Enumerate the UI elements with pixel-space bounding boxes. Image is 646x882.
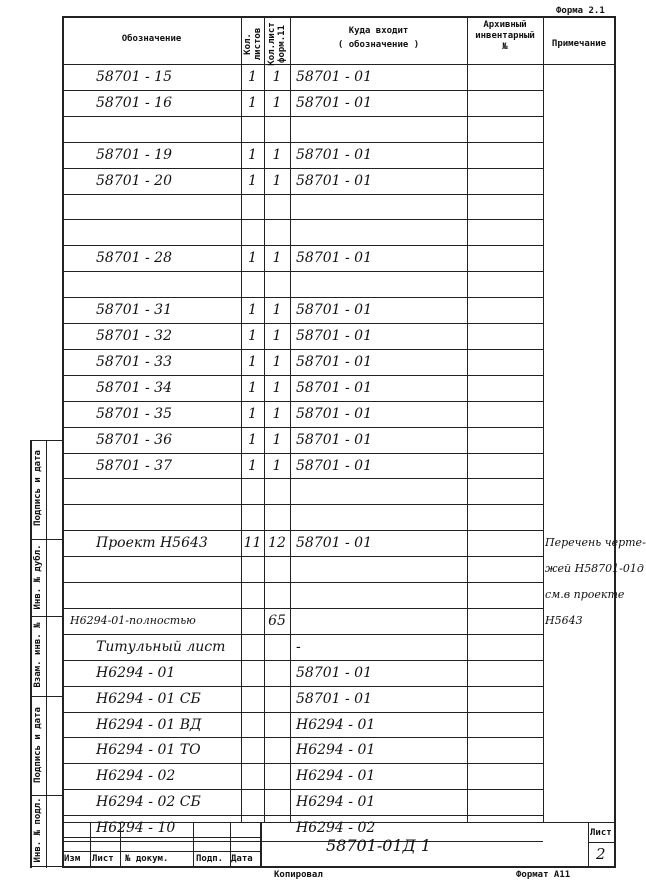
cell-format: 1 bbox=[272, 95, 282, 111]
cell-designation: Н6294 - 02 СБ bbox=[96, 794, 201, 810]
cell-sheets: 11 bbox=[243, 535, 262, 551]
side-strip-left bbox=[30, 440, 32, 868]
header-where-used bbox=[290, 26, 467, 51]
cell-where: Н6294 - 02 bbox=[296, 820, 376, 836]
cell-designation: 58701 - 16 bbox=[96, 95, 172, 111]
cell-designation: 58701 - 37 bbox=[96, 458, 172, 474]
cell-format: 1 bbox=[272, 458, 282, 474]
header-format-line1: Кол.лист bbox=[267, 22, 277, 66]
cell-format: 1 bbox=[272, 432, 282, 448]
tb-doc-number: 58701-01Д 1 bbox=[326, 836, 431, 855]
cell-format: 1 bbox=[272, 354, 282, 370]
frame-top-border bbox=[62, 16, 616, 18]
row-line bbox=[62, 712, 543, 713]
cell-sheets: 1 bbox=[248, 328, 257, 344]
row-line bbox=[62, 841, 543, 842]
row-line bbox=[62, 194, 543, 195]
cell-format: 65 bbox=[268, 613, 286, 629]
cell-designation: 58701 - 31 bbox=[96, 302, 172, 318]
cell-sheets: 1 bbox=[248, 380, 257, 396]
footer-format: Формат А11 bbox=[516, 870, 571, 880]
header-sheets bbox=[243, 18, 263, 70]
cell-designation: 58701 - 34 bbox=[96, 380, 172, 396]
header-archive-line2: инвентарный bbox=[475, 31, 535, 41]
side-label-inv-podl: Инв. № подл. bbox=[33, 797, 43, 863]
cell-format: 1 bbox=[272, 328, 282, 344]
cell-sheets: 1 bbox=[248, 69, 257, 85]
cell-designation: Титульный лист bbox=[96, 639, 226, 655]
cell-where: 58701 - 01 bbox=[296, 302, 372, 318]
cell-designation: 58701 - 36 bbox=[96, 432, 172, 448]
cell-designation: Н6294 - 02 bbox=[96, 768, 176, 784]
cell-designation: 58701 - 20 bbox=[96, 173, 172, 189]
cell-where: Н6294 - 01 bbox=[296, 742, 376, 758]
frame-left-border bbox=[62, 16, 64, 868]
row-line bbox=[62, 401, 543, 402]
cell-designation: Н6294 - 01 ТО bbox=[96, 742, 201, 758]
cell-format: 1 bbox=[272, 250, 282, 266]
cell-where: 58701 - 01 bbox=[296, 69, 372, 85]
side-label-sign-date-2: Подпись и дата bbox=[33, 707, 43, 783]
tb-col-1 bbox=[90, 822, 91, 866]
cell-note: см.в проекте bbox=[545, 588, 625, 601]
title-block-top bbox=[62, 822, 615, 823]
frame-right-border bbox=[614, 16, 616, 868]
cell-where: 58701 - 01 bbox=[296, 458, 372, 474]
cell-designation: 58701 - 28 bbox=[96, 250, 172, 266]
cell-designation: Проект Н5643 bbox=[96, 535, 208, 551]
tb-col-2 bbox=[120, 822, 121, 866]
cell-format: 1 bbox=[272, 147, 282, 163]
col-sep-format bbox=[290, 16, 291, 822]
tb-label-list: Лист bbox=[92, 854, 114, 864]
row-line bbox=[62, 737, 543, 738]
tb-label-doc: № докум. bbox=[125, 854, 169, 864]
cell-designation: Н6294-01-полностью bbox=[70, 614, 196, 627]
tb-label-sign: Подп. bbox=[196, 854, 224, 864]
cell-designation: 58701 - 19 bbox=[96, 147, 172, 163]
cell-sheets: 1 bbox=[248, 458, 257, 474]
cell-where: 58701 - 01 bbox=[296, 328, 372, 344]
side-strip-mid bbox=[46, 440, 47, 868]
frame-bottom-border bbox=[62, 866, 616, 868]
header-archive-line3: № bbox=[502, 42, 508, 52]
header-format-line2: форм.11 bbox=[277, 25, 287, 63]
row-line bbox=[62, 763, 543, 764]
tb-col-6 bbox=[588, 822, 589, 866]
cell-note: жей Н58701-01д bbox=[545, 562, 644, 575]
cell-format: 1 bbox=[272, 69, 282, 85]
cell-sheets: 1 bbox=[248, 302, 257, 318]
row-line bbox=[62, 686, 543, 687]
header-designation: Обозначение bbox=[121, 34, 182, 44]
form-label: Форма 2.1 bbox=[556, 6, 605, 16]
row-line bbox=[62, 478, 543, 479]
cell-where: 58701 - 01 bbox=[296, 535, 372, 551]
cell-sheets: 1 bbox=[248, 432, 257, 448]
row-line bbox=[62, 453, 543, 454]
row-line bbox=[62, 634, 543, 635]
row-line bbox=[62, 608, 543, 609]
cell-where: 58701 - 01 bbox=[296, 665, 372, 681]
row-line bbox=[62, 116, 543, 117]
header-sheets-line1: Кол. bbox=[243, 33, 253, 55]
tb-label-date: Дата bbox=[231, 854, 253, 864]
col-sep-where bbox=[467, 16, 468, 822]
cell-sheets: 1 bbox=[248, 250, 257, 266]
cell-where: 58701 - 01 bbox=[296, 173, 372, 189]
cell-designation: Н6294 - 10 bbox=[96, 820, 176, 836]
header-format bbox=[267, 18, 287, 70]
header-where-line1: Куда входит bbox=[348, 26, 409, 36]
cell-where: Н6294 - 01 bbox=[296, 717, 376, 733]
cell-where: Н6294 - 01 bbox=[296, 768, 376, 784]
tb-sheet-label: Лист bbox=[590, 828, 612, 838]
row-line bbox=[62, 219, 543, 220]
cell-where: 58701 - 01 bbox=[296, 250, 372, 266]
cell-where: 58701 - 01 bbox=[296, 432, 372, 448]
row-line bbox=[62, 349, 543, 350]
cell-note: Н5643 bbox=[545, 614, 583, 627]
cell-designation: 58701 - 33 bbox=[96, 354, 172, 370]
cell-sheets: 1 bbox=[248, 354, 257, 370]
title-block-sheet-sep bbox=[588, 842, 615, 843]
cell-sheets: 1 bbox=[248, 406, 257, 422]
cell-designation: 58701 - 35 bbox=[96, 406, 172, 422]
cell-format: 1 bbox=[272, 173, 282, 189]
cell-designation: 58701 - 15 bbox=[96, 69, 172, 85]
header-note: Примечание bbox=[551, 39, 607, 49]
side-label-vzam-inv: Взам. инв. № bbox=[33, 622, 43, 688]
cell-where: 58701 - 01 bbox=[296, 406, 372, 422]
cell-designation: 58701 - 32 bbox=[96, 328, 172, 344]
header-where-line2: ( обозначение ) bbox=[337, 40, 420, 50]
row-line bbox=[62, 168, 543, 169]
row-line bbox=[62, 245, 543, 246]
cell-designation: Н6294 - 01 СБ bbox=[96, 691, 201, 707]
cell-where: 58701 - 01 bbox=[296, 691, 372, 707]
col-sep-archive bbox=[543, 16, 544, 822]
tb-label-izm: Изм bbox=[64, 854, 81, 864]
header-sheets-line2: листов bbox=[253, 27, 263, 61]
row-line bbox=[62, 504, 543, 505]
header-archive-line1: Архивный bbox=[483, 20, 527, 30]
row-line bbox=[62, 297, 543, 298]
row-line bbox=[62, 530, 543, 531]
side-label-inv-dub: Инв. № дубл. bbox=[33, 544, 43, 610]
row-line bbox=[62, 815, 543, 816]
row-line bbox=[62, 375, 543, 376]
row-line bbox=[62, 323, 543, 324]
cell-format: 1 bbox=[272, 302, 282, 318]
cell-format: 12 bbox=[268, 535, 286, 551]
cell-format: 1 bbox=[272, 380, 282, 396]
tb-sheet-number: 2 bbox=[596, 845, 606, 863]
cell-where: - bbox=[296, 639, 301, 655]
row-line bbox=[62, 271, 543, 272]
header-separator bbox=[62, 64, 615, 65]
side-label-sign-date-1: Подпись и дата bbox=[33, 450, 43, 526]
cell-note: Перечень черте- bbox=[545, 536, 646, 549]
cell-sheets: 1 bbox=[248, 147, 257, 163]
row-line bbox=[62, 660, 543, 661]
footer-copied: Копировал bbox=[274, 870, 323, 880]
cell-where: 58701 - 01 bbox=[296, 95, 372, 111]
cell-format: 1 bbox=[272, 406, 282, 422]
row-line bbox=[62, 789, 543, 790]
row-line bbox=[62, 582, 543, 583]
cell-where: Н6294 - 01 bbox=[296, 794, 376, 810]
cell-designation: Н6294 - 01 ВД bbox=[96, 717, 202, 733]
cell-designation: Н6294 - 01 bbox=[96, 665, 176, 681]
row-line bbox=[62, 556, 543, 557]
cell-sheets: 1 bbox=[248, 173, 257, 189]
row-line bbox=[62, 142, 543, 143]
tb-col-5 bbox=[260, 822, 262, 866]
cell-sheets: 1 bbox=[248, 95, 257, 111]
row-line bbox=[62, 90, 543, 91]
row-line bbox=[62, 427, 543, 428]
tb-col-3 bbox=[193, 822, 194, 866]
cell-where: 58701 - 01 bbox=[296, 380, 372, 396]
cell-where: 58701 - 01 bbox=[296, 147, 372, 163]
cell-where: 58701 - 01 bbox=[296, 354, 372, 370]
header-archive bbox=[467, 20, 543, 53]
